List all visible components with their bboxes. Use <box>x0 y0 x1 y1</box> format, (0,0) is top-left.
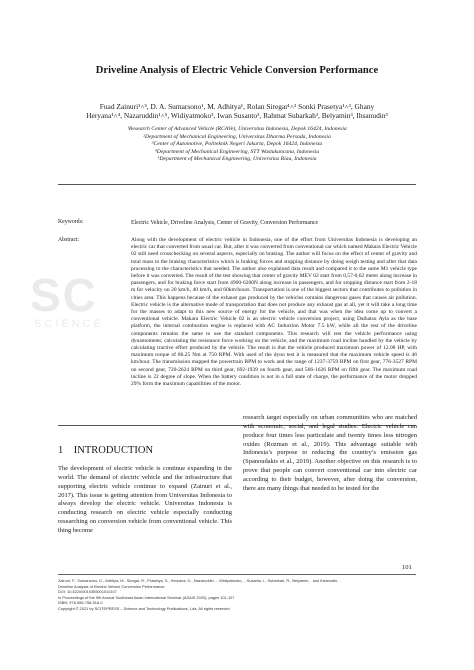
affiliation-list <box>64 126 410 164</box>
page-number: 101 <box>402 564 412 571</box>
footer-line: ISBN: 978-989-758-518-0 <box>58 600 103 605</box>
footer-line: DOI: 10.5220/0010355001010107 <box>58 589 117 594</box>
footer-line: Zainuri, F., Sumarsono, D., Adhitya, M., Siregar, R., Prasetya, S., Heryana, G., Nazaruddin, ., Widiyatmoko, ., Susanto, I., Subarkah, R., Belyamin, . and Ihsanudin, . <box>58 578 341 583</box>
footer-line: In Proceedings of the 9th Annual Southeast Asian International Seminar (ASAIS 2020), pages 101-107 <box>58 594 235 600</box>
watermark-word: SCIENCE <box>34 318 104 330</box>
keywords-text: Electric Vehicle, Driveline Analysis, Center of Gravity, Conversion Performance <box>131 220 319 226</box>
keywords-label: Keywords: <box>58 219 84 225</box>
intro-column-left: The development of electric vehicle is continue expanding in the world. The demand of electric vehicle and the infrastructure that supporting electric vehicle continue to expand (Zainuri et al., 2017). This issue is getting attention from Universitas Indonesia to always develop the electric vehicle. Universitas Indonesia is conducting research on electric vehicle especially conducting researching on conversion vehicle from conventional vehicle. This thing become <box>58 465 232 534</box>
affiliation-5: ⁵Department of Mechanical Engineering, Universitas Riau, Indonesia <box>157 156 317 163</box>
section-heading <box>58 445 153 456</box>
affiliation-3: ³Center of Automotive, Politeknik Negeri Jakarta, Depok 16424, Indonesia <box>151 141 323 148</box>
divider-top <box>58 184 416 185</box>
intro-column-right: research target especially on urban communities who are matched with economic, social, and legal studies. Electric vehicle can produce four times less particulate and twenty times less nitrogen oxides (Rozman et al., 2019). This advantage suitable with Indonesia’s purpose to reducing the country’s emission gas (Spanoudakis et al., 2019). Another objective on this research is to prove that people can convert conventional car into electric car according to their budget, however, after doing the conversion, there are many things that needed to be tested for the <box>243 414 417 492</box>
author-line-2: Heryana¹˄⁴, Nazaruddin¹˄⁵, Widiyatmoko³, Iwan Susanto³, Rahmat Subarkah³, Belyamin³, Ihsanudin³ <box>86 111 388 121</box>
author-line-1: Fuad Zainuri¹˄³, D. A. Sumarsono¹, M. Adhitya¹, Rolan Siregar¹˄² Sonki Prasetya¹˄³, Ghany <box>99 102 375 111</box>
footer-line: Copyright © 2021 by SCITEPRESS – Science and Technology Publications, Lda. All rights reserved <box>58 605 230 611</box>
section-number: 1 <box>58 445 64 456</box>
author-list <box>58 102 416 121</box>
footer-divider <box>58 574 416 575</box>
affiliation-4: ⁴Department of Mechanical Engineering, STT Wastukancana, Indonesia <box>154 148 320 155</box>
citation-footer <box>58 578 418 611</box>
paper-title: Driveline Analysis of Electric Vehicle Conversion Performance <box>95 65 379 76</box>
footer-line: Driveline Analysis of Electric Vehicle Conversion Performance. <box>58 583 166 589</box>
watermark-mark: SC <box>30 269 98 321</box>
affiliation-1: ¹Research Center of Advanced Vehicle (RCAVe), Universitas Indonesia, Depok 16424, Indonesia <box>127 126 347 132</box>
affiliation-2: ²Department of Mechanical Engineering, Universitas Dharma Persada, Indonesia <box>143 133 331 140</box>
section-title: INTRODUCTION <box>73 445 154 456</box>
abstract-label: Abstract: <box>58 237 80 243</box>
abstract-text: Along with the development of electric vehicle in Indonesia, one of the effort from Universitas Indonesia is developing an electric car that converted from usual car. But, after it was converted from conventional car which named Makara Electric Vehicle 02 still need crosschecking on several aspects, especially on braking. The author will focus on the effect of center of gravity and total mass to the braking characteristics which is braking forces and stopping distance by doing weigh testing and after that data processing to the characteristics that needed. The author also explained data result and compared it to the same M1 vehicle type before it was converted. The result of the test showing that center of gravity MEV 02 start from 0,57-0,62 meter along increase in passengers, and for braking force start from 4900-6200N along increase in passengers, and for stopping distance start from 2-18 m for velocity on 20 km/h, 40 km/h, and 60km/hours. Transportation is one of the biggest sectors that contributes to pollution in cities area. This happens because of the exhaust gas produced by the vehicles contains dangerous gases that causes air pollution. Electric vehicle is the alternative mode of transportation that does not produce any exhaust gas at all, yet it will take a long time for the masses to adapt to this new source of energy for the vehicle, and that was when the idea come up to convert a conventional vehicle. Makara Electric Vehicle 02 is an electric vehicle conversion project, using Daihatsu Ayla as the base platform, the internal combustion engine is replaced with AC Induction Motor 7.5 kW, while all the rest of the driveline components remains the same to use the standard components. This research will test the vehicle performance using dynamometer, calculating the resistance force working on the vehicle, and the maximum road incline handled by the vehicle by calculating tractive effort produced by the vehicle. The result is that the vehicle produced maximum power of 12.08 HP, with maximum torque of 86.25 Nm at 750 RPM. With used of the dyno test it is measured that the maximum vehicle speed is 46 km/hour. The transmission mapped the powertrain RPM to work and the range of 1237-3759 RPM on first gear, 776-3527 RPM on second gear, 720-2624 RPM on third gear, 692-1939 on fourth gear, and 566-1626 RPM on fifth gear. The maximum road incline is 22 degree of slope. When the battery condition is not in a full state of charge, the performance of the motor dropped 29% form the maximum capabilities of the motor. <box>131 237 417 388</box>
